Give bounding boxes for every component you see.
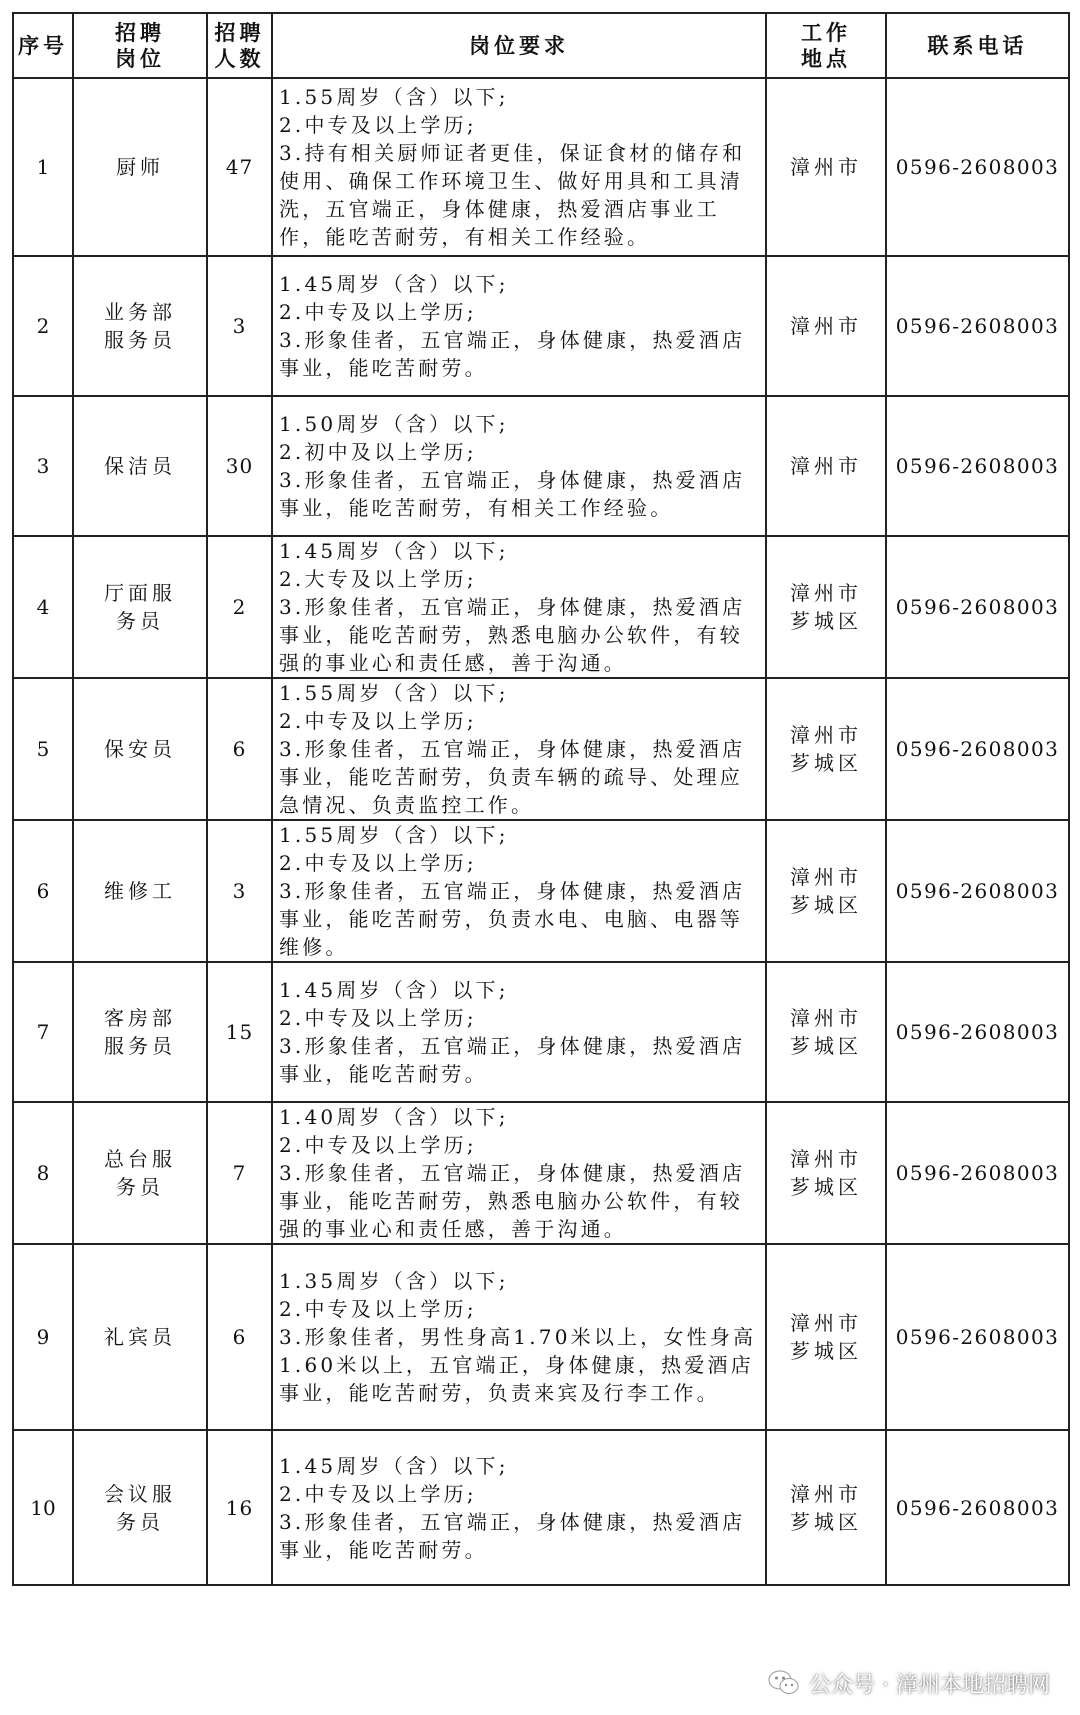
requirement-item: 1.45周岁（含）以下; <box>279 539 509 563</box>
requirement-item: 1.45周岁（含）以下; <box>279 1453 509 1478</box>
header-title <box>73 13 207 78</box>
header-seq: 序号 <box>13 13 73 78</box>
location-line: 芗城区 <box>790 1339 862 1363</box>
position-line: 厅面服 <box>104 581 176 605</box>
position-line: 厨师 <box>116 155 164 179</box>
position-line: 务员 <box>116 609 164 633</box>
watermark <box>767 1661 1050 1705</box>
requirement-item: 1.55周岁（含）以下; <box>279 823 509 847</box>
cell-phone: 0596-2608003 <box>886 396 1069 536</box>
cell-position <box>73 962 207 1102</box>
cell-phone: 0596-2608003 <box>886 1102 1069 1244</box>
requirement-item: 1.45周岁（含）以下; <box>279 272 509 296</box>
cell-requirements <box>272 1102 766 1244</box>
requirement-item: 1.55周岁（含）以下; <box>279 85 509 109</box>
watermark-text: 公众号 · 漳州本地招聘网 <box>809 1672 1050 1698</box>
location-line: 芗城区 <box>790 751 862 775</box>
position-line: 总台服 <box>104 1147 176 1171</box>
position-line: 务员 <box>116 1175 164 1199</box>
requirement-item: 1.55周岁（含）以下; <box>279 681 509 705</box>
cell-count: 3 <box>207 256 272 396</box>
location-line: 芗城区 <box>790 609 862 633</box>
cell-count: 47 <box>207 78 272 256</box>
cell-position <box>73 256 207 396</box>
table-row <box>13 1430 1069 1585</box>
position-line: 客房部 <box>104 1006 176 1030</box>
cell-requirements <box>272 1244 766 1430</box>
requirement-item: 3.形象佳者，五官端正，身体健康，热爱酒店事业，能吃苦耐劳，负责车辆的疏导、处理应急情况、负责监控工作。 <box>279 737 746 817</box>
requirement-item: 2.中专及以上学历; <box>279 1297 477 1321</box>
requirement-item: 1.35周岁（含）以下; <box>279 1269 509 1293</box>
location-line: 芗城区 <box>790 1509 862 1534</box>
cell-location <box>766 962 886 1102</box>
cell-seq: 3 <box>13 396 73 536</box>
cell-location <box>766 78 886 256</box>
cell-seq: 10 <box>13 1430 73 1585</box>
cell-position <box>73 1430 207 1585</box>
cell-position <box>73 1244 207 1430</box>
position-line: 保洁员 <box>104 454 176 478</box>
position-line: 礼宾员 <box>104 1325 176 1349</box>
location-line: 漳州市 <box>790 1311 862 1335</box>
location-line: 漳州市 <box>790 723 862 747</box>
table-row <box>13 256 1069 396</box>
cell-phone: 0596-2608003 <box>886 536 1069 678</box>
requirement-item: 2.大专及以上学历; <box>279 567 477 591</box>
cell-location <box>766 256 886 396</box>
table-row <box>13 1102 1069 1244</box>
cell-phone: 0596-2608003 <box>886 962 1069 1102</box>
cell-location <box>766 396 886 536</box>
cell-requirements <box>272 678 766 820</box>
cell-requirements <box>272 396 766 536</box>
cell-requirements <box>272 256 766 396</box>
cell-phone: 0596-2608003 <box>886 820 1069 962</box>
position-line: 会议服 <box>104 1481 176 1506</box>
location-line: 漳州市 <box>790 314 862 338</box>
table-row <box>13 820 1069 962</box>
position-line: 维修工 <box>104 879 176 903</box>
header-count <box>207 13 272 78</box>
requirement-item: 3.形象佳者，五官端正，身体健康，热爱酒店事业，能吃苦耐劳，熟悉电脑办公软件，有较强的事业心和责任感，善于沟通。 <box>279 1161 746 1241</box>
cell-requirements <box>272 962 766 1102</box>
requirement-item: 1.45周岁（含）以下; <box>279 978 509 1002</box>
requirement-item: 3.形象佳者，五官端正，身体健康，热爱酒店事业，能吃苦耐劳，有相关工作经验。 <box>279 468 746 520</box>
position-line: 业务部 <box>104 300 176 324</box>
table-row <box>13 396 1069 536</box>
header-phone: 联系电话 <box>886 13 1069 78</box>
cell-seq: 5 <box>13 678 73 820</box>
cell-count: 7 <box>207 1102 272 1244</box>
header-location-line: 地点 <box>801 45 851 71</box>
cell-location <box>766 536 886 678</box>
cell-requirements <box>272 78 766 256</box>
requirement-item: 3.形象佳者，五官端正，身体健康，热爱酒店事业，能吃苦耐劳。 <box>279 1509 746 1562</box>
location-line: 漳州市 <box>790 865 862 889</box>
requirement-item: 3.持有相关厨师证者更佳，保证食材的储存和使用、确保工作环境卫生、做好用具和工具清洗，五官端正，身体健康，热爱酒店事业工作，能吃苦耐劳，有相关工作经验。 <box>279 141 746 249</box>
location-line: 漳州市 <box>790 155 862 179</box>
table-row <box>13 962 1069 1102</box>
location-line: 漳州市 <box>790 454 862 478</box>
cell-position <box>73 820 207 962</box>
header-count-line: 人数 <box>214 45 265 71</box>
table-row <box>13 536 1069 678</box>
requirement-item: 2.初中及以上学历; <box>279 440 477 464</box>
requirement-item: 3.形象佳者，五官端正，身体健康，热爱酒店事业，能吃苦耐劳。 <box>279 1034 746 1086</box>
cell-seq: 9 <box>13 1244 73 1430</box>
requirement-item: 2.中专及以上学历; <box>279 113 477 137</box>
cell-phone: 0596-2608003 <box>886 1430 1069 1585</box>
location-line: 芗城区 <box>790 1175 862 1199</box>
requirement-item: 2.中专及以上学历; <box>279 1133 477 1157</box>
requirement-item: 2.中专及以上学历; <box>279 1481 477 1506</box>
location-line: 芗城区 <box>790 893 862 917</box>
cell-seq: 6 <box>13 820 73 962</box>
header-title-line: 岗位 <box>115 45 165 71</box>
cell-seq: 2 <box>13 256 73 396</box>
header-count-line: 招聘 <box>214 19 265 45</box>
position-line: 服务员 <box>104 328 176 352</box>
requirement-item: 3.形象佳者，五官端正，身体健康，热爱酒店事业，能吃苦耐劳，熟悉电脑办公软件，有较强的事业心和责任感，善于沟通。 <box>279 595 746 675</box>
header-requirements: 岗位要求 <box>272 13 766 78</box>
cell-position <box>73 1102 207 1244</box>
cell-seq: 7 <box>13 962 73 1102</box>
cell-location <box>766 678 886 820</box>
cell-count: 6 <box>207 678 272 820</box>
cell-count: 6 <box>207 1244 272 1430</box>
table-row <box>13 678 1069 820</box>
header-location-line: 工作 <box>801 19 851 45</box>
location-line: 漳州市 <box>790 1481 862 1506</box>
position-line: 服务员 <box>104 1034 176 1058</box>
header-title-line: 招聘 <box>115 19 165 45</box>
requirement-item: 2.中专及以上学历; <box>279 709 477 733</box>
requirement-item: 1.50周岁（含）以下; <box>279 412 509 436</box>
requirement-item: 3.形象佳者，五官端正，身体健康，热爱酒店事业，能吃苦耐劳。 <box>279 328 746 380</box>
requirement-item: 1.40周岁（含）以下; <box>279 1105 509 1129</box>
cell-location <box>766 1244 886 1430</box>
cell-requirements <box>272 820 766 962</box>
cell-phone: 0596-2608003 <box>886 256 1069 396</box>
location-line: 漳州市 <box>790 1006 862 1030</box>
cell-count: 3 <box>207 820 272 962</box>
cell-position <box>73 536 207 678</box>
location-line: 芗城区 <box>790 1034 862 1058</box>
cell-count: 2 <box>207 536 272 678</box>
requirement-item: 3.形象佳者，男性身高1.70米以上，女性身高1.60米以上，五官端正，身体健康，热爱酒店事业，能吃苦耐劳，负责来宾及行李工作。 <box>279 1325 757 1405</box>
cell-count: 30 <box>207 396 272 536</box>
cell-seq: 8 <box>13 1102 73 1244</box>
header-row <box>13 13 1069 78</box>
cell-count: 15 <box>207 962 272 1102</box>
header-location <box>766 13 886 78</box>
cell-count: 16 <box>207 1430 272 1585</box>
cell-position <box>73 78 207 256</box>
cell-phone: 0596-2608003 <box>886 1244 1069 1430</box>
requirement-item: 2.中专及以上学历; <box>279 1006 477 1030</box>
cell-location <box>766 1430 886 1585</box>
position-line: 保安员 <box>104 737 176 761</box>
position-line: 务员 <box>116 1509 164 1534</box>
cell-location <box>766 1102 886 1244</box>
cell-position <box>73 396 207 536</box>
location-line: 漳州市 <box>790 1147 862 1171</box>
cell-position <box>73 678 207 820</box>
cell-phone: 0596-2608003 <box>886 78 1069 256</box>
cell-seq: 1 <box>13 78 73 256</box>
table-row <box>13 78 1069 256</box>
recruitment-table <box>12 12 1070 1586</box>
cell-requirements <box>272 536 766 678</box>
requirement-item: 3.形象佳者，五官端正，身体健康，热爱酒店事业，能吃苦耐劳，负责水电、电脑、电器等维修。 <box>279 879 746 959</box>
cell-phone: 0596-2608003 <box>886 678 1069 820</box>
cell-location <box>766 820 886 962</box>
requirement-item: 2.中专及以上学历; <box>279 300 477 324</box>
wechat-icon <box>767 1666 801 1700</box>
location-line: 漳州市 <box>790 581 862 605</box>
requirement-item: 2.中专及以上学历; <box>279 851 477 875</box>
cell-seq: 4 <box>13 536 73 678</box>
cell-requirements <box>272 1430 766 1585</box>
table-row <box>13 1244 1069 1430</box>
